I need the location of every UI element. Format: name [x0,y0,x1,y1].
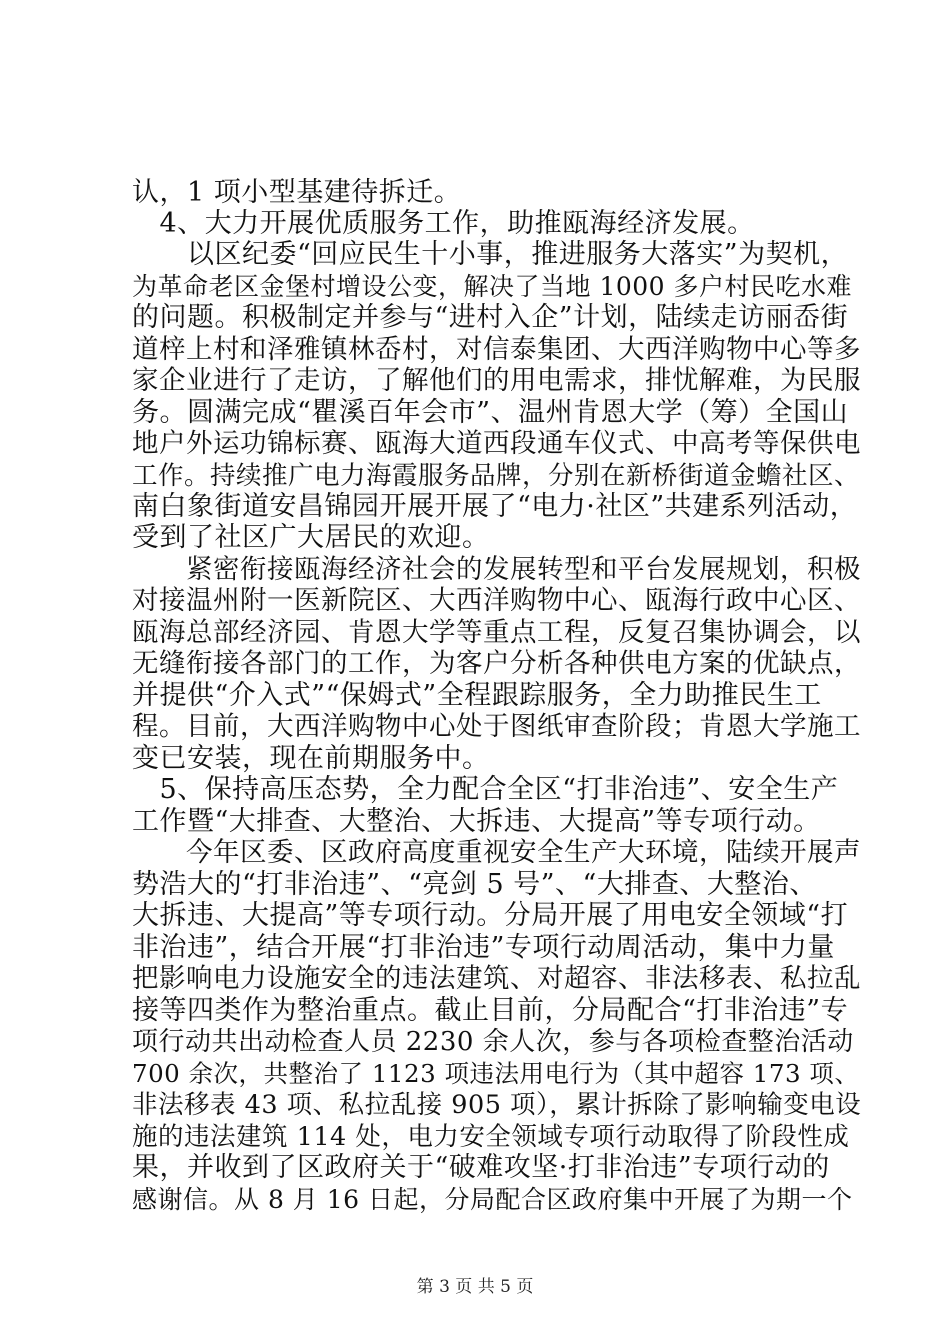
text-line: 受到了社区广大居民的欢迎。 [132,522,490,553]
text-line: 施的违法建筑 114 处，电力安全领域专项行动取得了阶段性成 [132,1122,850,1152]
text-line: 项行动共出动检查人员 2230 余人次，参与各项检查整治活动 [132,1027,854,1057]
text-line: 认，1 项小型基建待拆迁。 [132,177,462,208]
text-line: 感谢信。从 8 月 16 日起，分局配合区政府集中开展了为期一个 [132,1185,853,1214]
page-footer: 第 3 页 共 5 页 [416,1277,534,1297]
text-line: 今年区委、区政府高度重视安全生产大环境，陆续开展声 [132,837,861,868]
text-line: 非治违”，结合开展“打非治违”专项行动周活动，集中力量 [132,932,835,963]
text-line: 对接温州附一医新院区、大西洋购物中心、瓯海行政中心区、 [132,585,861,616]
text-line: 700 余次，共整治了 1123 项违法用电行为（其中超容 173 项、 [132,1059,860,1088]
text-line: 的问题。积极制定并参与“进村入企”计划，陆续走访丽岙街 [132,302,849,333]
text-line: 地户外运功锦标赛、瓯海大道西段通车仪式、中高考等保供电 [132,428,861,459]
text-line: 家企业进行了走访，了解他们的用电需求，排忧解难，为民服 [132,365,861,396]
text-line: 大拆违、大提高”等专项行动。分局开展了用电安全领域“打 [132,900,849,931]
text-line: 接等四类作为整治重点。截止目前，分局配合“打非治违”专 [132,995,849,1026]
text-line: 务。圆满完成“瞿溪百年会市”、温州肯恩大学（筹）全国山 [132,397,849,428]
section-heading: 工作暨“大排查、大整治、大拆违、大提高”等专项行动。 [132,806,821,837]
text-line: 势浩大的“打非治违”、“亮剑 5 号”、“大排查、大整治、 [132,869,817,900]
text-line: 果，并收到了区政府关于“破难攻坚·打非治违”专项行动的 [132,1152,830,1183]
text-line: 瓯海总部经济园、肯恩大学等重点工程，反复召集协调会，以 [132,617,861,648]
text-line: 紧密衔接瓯海经济社会的发展转型和平台发展规划，积极 [132,554,861,585]
text-line: 非法移表 43 项、私拉乱接 905 项），累计拆除了影响输变电设 [132,1090,862,1120]
text-line: 无缝衔接各部门的工作，为客户分析各种供电方案的优缺点， [132,648,861,679]
text-line: 道梓上村和泽雅镇林岙村，对信泰集团、大西洋购物中心等多 [132,334,861,365]
text-line: 程。目前，大西洋购物中心处于图纸审查阶段；肯恩大学施工 [132,711,861,742]
text-line: 工作。持续推广电力海霞服务品牌，分别在新桥街道金蟾社区、 [132,461,861,491]
text-line: 把影响电力设施安全的违法建筑、对超容、非法移表、私拉乱 [132,963,861,994]
section-heading: 4、大力开展优质服务工作，助推瓯海经济发展。 [132,208,755,239]
text-line: 南白象街道安昌锦园开展开展了“电力·社区”共建系列活动， [132,491,858,522]
section-heading: 5、保持高压态势，全力配合全区“打非治违”、安全生产 [132,774,839,805]
text-line: 为革命老区金堡村增设公变，解决了当地 1000 多户村民吃水难 [132,272,853,301]
text-line: 变已安装，现在前期服务中。 [132,743,490,774]
text-line: 并提供“介入式”“保姆式”全程跟踪服务，全力助推民生工 [132,680,822,711]
text-line: 以区纪委“回应民生十小事，推进服务大落实”为契机， [132,239,849,270]
